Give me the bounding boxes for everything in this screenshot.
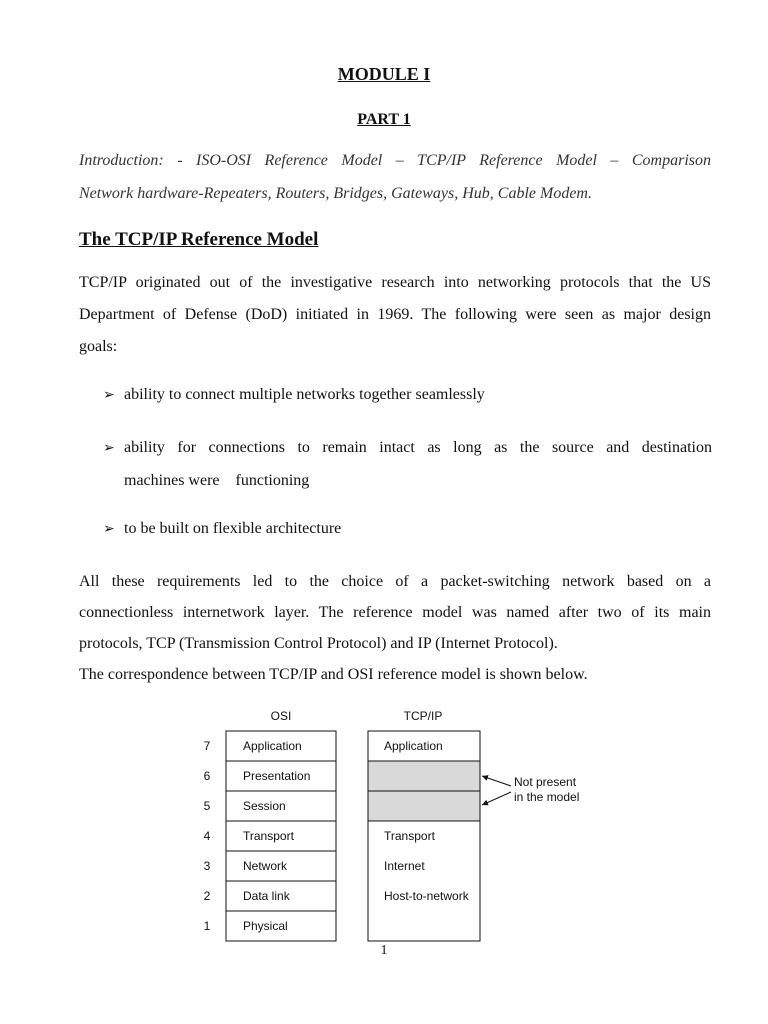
layer-number: 5 xyxy=(203,799,211,813)
osi-column-title: OSI xyxy=(270,709,292,723)
layer-number: 3 xyxy=(203,859,211,873)
osi-layer-label: Data link xyxy=(243,889,290,903)
paragraph-2-line-3: protocols, TCP (Transmission Control Protocol) and IP (Internet Protocol). xyxy=(79,635,558,652)
part-title: PART 1 xyxy=(357,111,411,128)
bullet-text: ability to connect multiple networks together seamlessly xyxy=(124,386,485,403)
not-present-annotation: in the model xyxy=(514,790,580,804)
layer-number: 1 xyxy=(203,919,211,933)
intro-line-2: Network hardware-Repeaters, Routers, Bridges, Gateways, Hub, Cable Modem. xyxy=(79,185,592,202)
paragraph-2-line-1: All these requirements led to the choice of a packet-switching network based on a xyxy=(79,573,711,590)
osi-layer-label: Physical xyxy=(243,919,288,933)
layer-number: 2 xyxy=(203,889,211,903)
bullet-text: ability for connections to remain intact as long as the source and destination xyxy=(124,439,712,456)
arrow-bullet-icon: ➢ xyxy=(103,440,115,456)
paragraph-1-line-2: Department of Defense (DoD) initiated in 1969. The following were seen as major design xyxy=(79,306,711,323)
osi-layer-label: Presentation xyxy=(243,769,311,783)
osi-tcpip-comparison-diagram xyxy=(195,700,615,948)
osi-layer-label: Transport xyxy=(243,829,294,843)
bullet-text: to be built on flexible architecture xyxy=(124,520,342,537)
tcpip-layer-label: Internet xyxy=(384,859,425,873)
tcpip-layer-label: Application xyxy=(384,739,443,753)
osi-layer-label: Network xyxy=(243,859,288,873)
tcpip-layer-label: Host-to-network xyxy=(384,889,469,903)
page-number: 1 xyxy=(380,943,388,958)
section-heading: The TCP/IP Reference Model xyxy=(79,229,319,250)
osi-layer-label: Session xyxy=(243,799,286,813)
paragraph-2-line-2: connectionless internetwork layer. The reference model was named after two of its main xyxy=(79,604,711,621)
layer-number: 4 xyxy=(203,829,211,843)
bullet-text-continued: machines were functioning xyxy=(124,472,310,489)
layer-number: 7 xyxy=(203,739,211,753)
arrow-bullet-icon: ➢ xyxy=(103,387,115,403)
intro-line-1: Introduction: - ISO-OSI Reference Model – TCP/IP Reference Model – Comparison xyxy=(79,152,711,169)
arrow-bullet-icon: ➢ xyxy=(103,521,115,537)
osi-layer-label: Application xyxy=(243,739,302,753)
module-title: MODULE I xyxy=(337,64,431,84)
tcpip-layer-label: Transport xyxy=(384,829,435,843)
annotation-arrow xyxy=(482,792,511,805)
paragraph-1-line-3: goals: xyxy=(79,338,118,355)
annotation-arrow xyxy=(482,776,511,786)
tcpip-column-title: TCP/IP xyxy=(403,709,443,723)
paragraph-1-line-1: TCP/IP originated out of the investigative research into networking protocols that the US xyxy=(79,274,711,291)
paragraph-2-line-4: The correspondence between TCP/IP and OSI reference model is shown below. xyxy=(79,666,588,683)
layer-number: 6 xyxy=(203,769,211,783)
not-present-annotation: Not present xyxy=(514,775,577,789)
